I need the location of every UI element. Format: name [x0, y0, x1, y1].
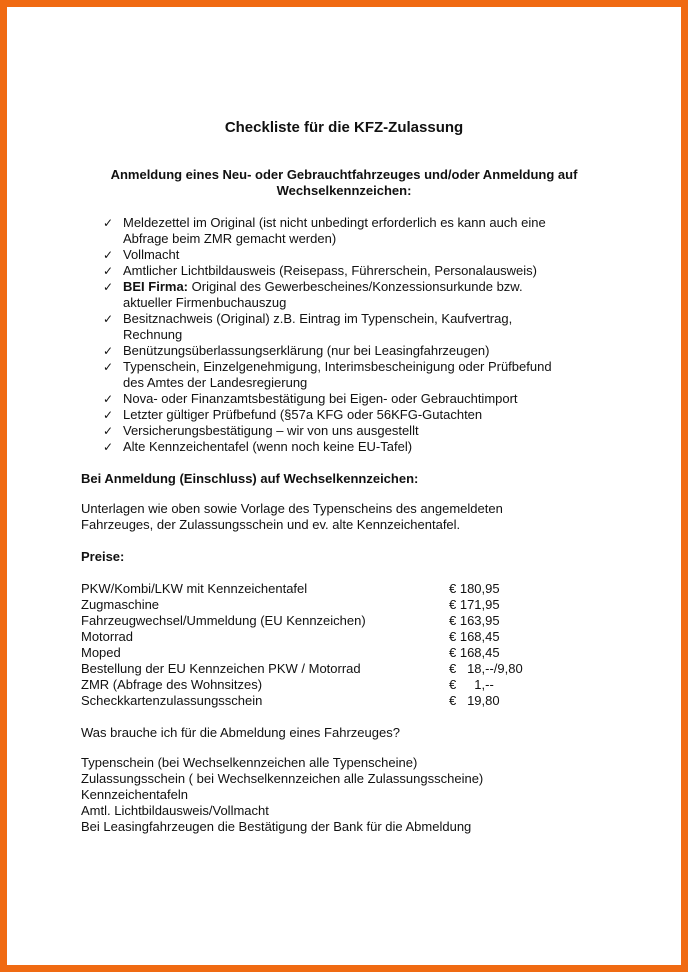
list-item: Bei Leasingfahrzeugen die Bestätigung der Bank für die Abmeldung — [81, 819, 472, 834]
list-item: Kennzeichentafeln — [81, 787, 188, 802]
checkmark-icon: ✓ — [103, 264, 114, 278]
list-item: ✓ Versicherungsbestätigung – wir von uns ausgestellt — [103, 423, 419, 438]
deregistration-question: Was brauche ich für die Abmeldung eines Fahrzeuges? — [81, 725, 400, 740]
price-row: PKW/Kombi/LKW mit Kennzeichentafel € 180,95 — [81, 581, 500, 596]
prices-heading: Preise: — [81, 549, 125, 564]
price-row: Motorrad € 168,45 — [81, 629, 500, 644]
price-row: Bestellung der EU Kennzeichen PKW / Motorrad € 18,--/9,80 — [81, 661, 523, 676]
price-row: Fahrzeugwechsel/Ummeldung (EU Kennzeichen) € 163,95 — [81, 613, 500, 628]
price-row: Zugmaschine € 171,95 — [81, 597, 500, 612]
price-row: Moped € 168,45 — [81, 645, 500, 660]
checkmark-icon: ✓ — [103, 440, 114, 454]
requirements-checklist — [103, 215, 603, 455]
checkmark-icon: ✓ — [103, 408, 114, 422]
list-item: ✓ Letzter gültiger Prüfbefund (§57a KFG oder 56KFG-Gutachten — [103, 407, 483, 422]
checkmark-icon: ✓ — [103, 248, 114, 262]
section-subtitle: Anmeldung eines Neu- oder Gebrauchtfahrzeuges und/oder Anmeldung auf Wechselkennzeichen: — [110, 167, 578, 198]
list-item: ✓ Vollmacht — [103, 247, 180, 262]
list-item-continuation: aktueller Firmenbuchauszug — [123, 295, 287, 310]
list-item-continuation: des Amtes der Landesregierung — [123, 375, 308, 390]
list-item: ✓ Nova- oder Finanzamtsbestätigung bei Eigen- oder Gebrauchtimport — [103, 391, 518, 406]
list-item: Zulassungsschein ( bei Wechselkennzeichen alle Zulassungsscheine) — [81, 771, 484, 786]
checkmark-icon: ✓ — [103, 280, 114, 294]
list-item-continuation: Abfrage beim ZMR gemacht werden) — [123, 231, 337, 246]
checkmark-icon: ✓ — [103, 392, 114, 406]
list-item: ✓ Meldezettel im Original (ist nicht unbedingt erforderlich es kann auch eine — [103, 215, 546, 230]
list-item: ✓ Benützungsüberlassungserklärung (nur bei Leasingfahrzeugen) — [103, 343, 490, 358]
page-title: Checkliste für die KFZ-Zulassung — [224, 119, 464, 136]
price-row: ZMR (Abfrage des Wohnsitzes) € 1,-- — [81, 677, 494, 692]
exchange-plates-heading: Bei Anmeldung (Einschluss) auf Wechselkennzeichen: — [81, 471, 419, 486]
price-list — [81, 581, 521, 709]
list-item: Amtl. Lichtbildausweis/Vollmacht — [81, 803, 269, 818]
deregistration-list — [81, 755, 483, 835]
price-row: Scheckkartenzulassungsschein € 19,80 — [81, 693, 500, 708]
checkmark-icon: ✓ — [103, 424, 114, 438]
checkmark-icon: ✓ — [103, 216, 114, 230]
exchange-plates-text: Unterlagen wie oben sowie Vorlage des Typenscheins des angemeldeten Fahrzeuges, der Zulassungsschein und ev. alte Kennzeichentafel. — [81, 501, 503, 532]
list-item: ✓ BEI Firma: Original des Gewerbescheines/Konzessionsurkunde bzw. — [103, 279, 523, 294]
list-item: ✓ Alte Kennzeichentafel (wenn noch keine EU-Tafel) — [103, 439, 413, 454]
list-item-continuation: Rechnung — [123, 327, 183, 342]
checkmark-icon: ✓ — [103, 360, 114, 374]
checkmark-icon: ✓ — [103, 344, 114, 358]
list-item: ✓ Amtlicher Lichtbildausweis (Reisepass, Führerschein, Personalausweis) — [103, 263, 538, 278]
list-item: Typenschein (bei Wechselkennzeichen alle Typenscheine) — [81, 755, 418, 770]
checkmark-icon: ✓ — [103, 312, 114, 326]
list-item: ✓ Typenschein, Einzelgenehmigung, Interimsbescheinigung oder Prüfbefund — [103, 359, 552, 374]
list-item: ✓ Besitznachweis (Original) z.B. Eintrag im Typenschein, Kaufvertrag, — [103, 311, 513, 326]
